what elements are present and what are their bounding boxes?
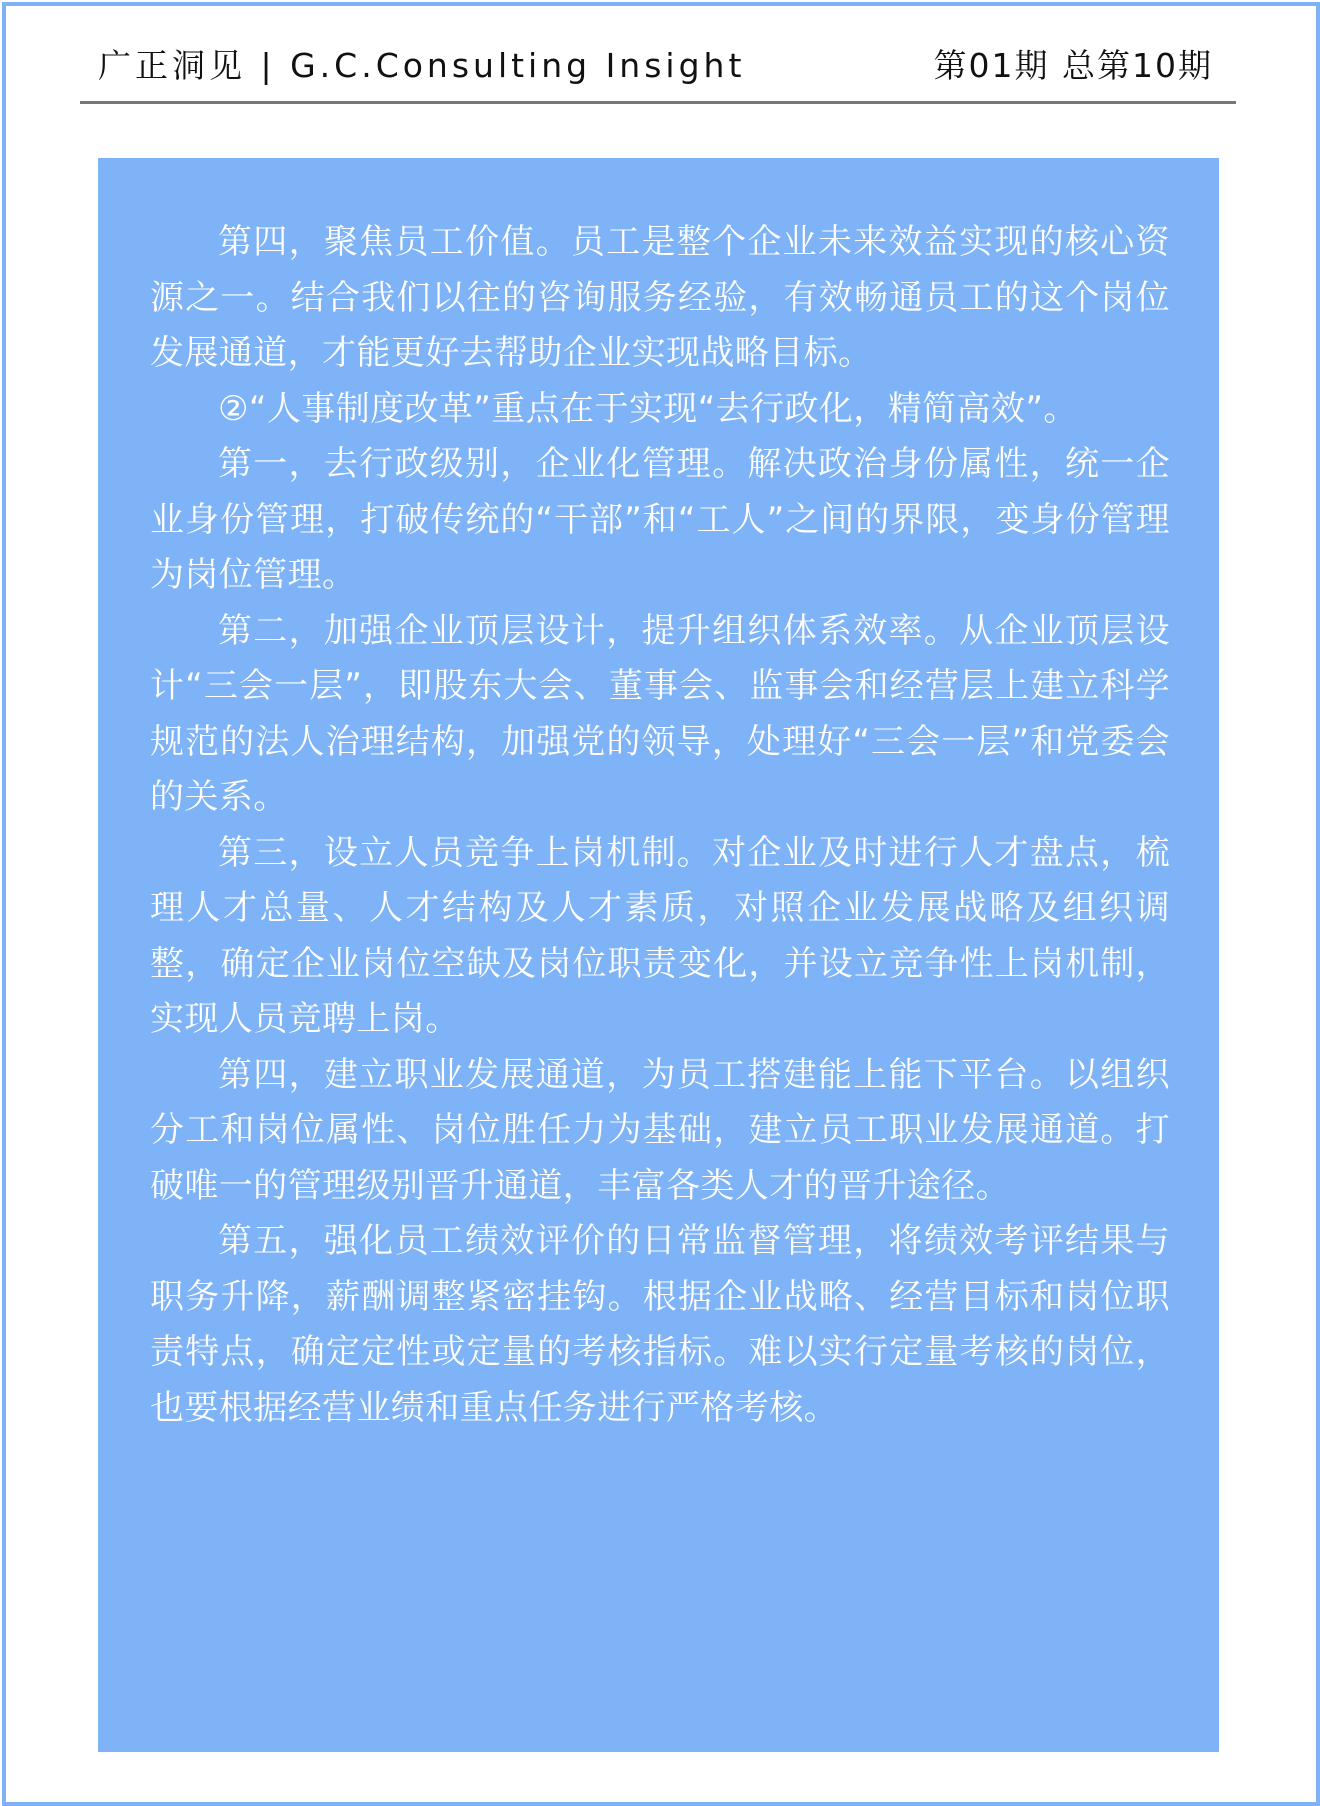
content-panel	[98, 158, 1219, 1752]
article-body	[150, 215, 1170, 1436]
paragraph: 第五，强化员工绩效评价的日常监督管理，将绩效考评结果与职务升降，薪酬调整紧密挂钩。根据企业战略、经营目标和岗位职责特点，确定定性或定量的考核指标。难以实行定量考核的岗位，也要根据经营业绩和重点任务进行严格考核。	[150, 1221, 1170, 1428]
paragraph: 第二，加强企业顶层设计，提升组织体系效率。从企业顶层设计“三会一层”，即股东大会、董事会、监事会和经营层上建立科学规范的法人治理结构，加强党的领导，处理好“三会一层”和党委会的关系。	[150, 610, 1170, 817]
paragraph: 第四，建立职业发展通道，为员工搭建能上能下平台。以组织分工和岗位属性、岗位胜任力为基础，建立员工职业发展通道。打破唯一的管理级别晋升通道，丰富各类人才的晋升途径。	[150, 1054, 1170, 1206]
paragraph: ②“人事制度改革”重点在于实现“去行政化，精简高效”。	[218, 388, 1078, 429]
page-header	[98, 40, 1213, 86]
publication-title: 广正洞见 | G.C.Consulting Insight	[98, 46, 746, 85]
paragraph: 第四，聚焦员工价值。员工是整个企业未来效益实现的核心资源之一。结合我们以往的咨询服务经验，有效畅通员工的这个岗位发展通道，才能更好去帮助企业实现战略目标。	[150, 222, 1170, 373]
issue-number: 第01期 总第10期	[933, 46, 1213, 85]
paragraph: 第三，设立人员竞争上岗机制。对企业及时进行人才盘点，梳理人才总量、人才结构及人才素质，对照企业发展战略及组织调整，确定企业岗位空缺及岗位职责变化，并设立竞争性上岗机制，实现人员竞聘上岗。	[150, 832, 1170, 1039]
paragraph: 第一，去行政级别，企业化管理。解决政治身份属性，统一企业身份管理，打破传统的“干部”和“工人”之间的界限，变身份管理为岗位管理。	[150, 444, 1170, 595]
header-divider	[80, 101, 1236, 104]
